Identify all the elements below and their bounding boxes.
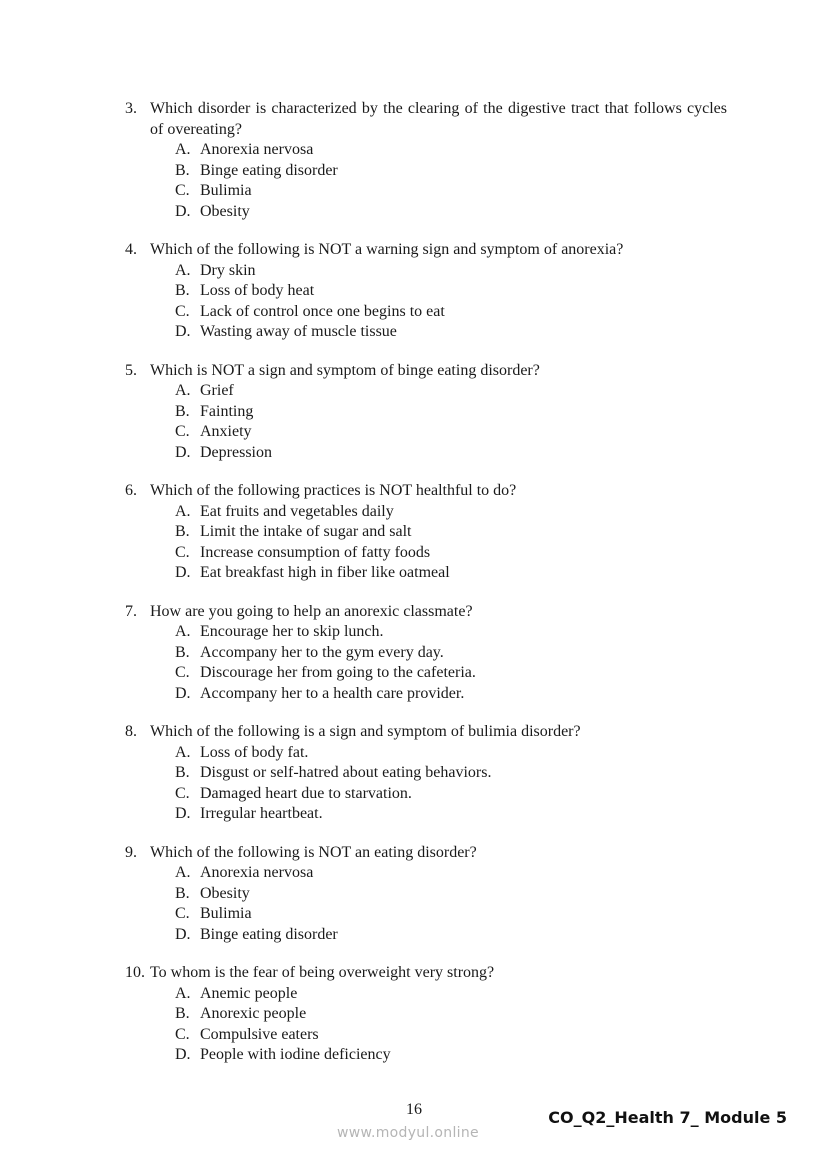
question-item xyxy=(125,361,727,464)
answer-option xyxy=(125,884,727,905)
question-number: 9. xyxy=(125,843,137,861)
option-letter: D. xyxy=(175,564,191,581)
option-text: Binge eating disorder xyxy=(200,925,338,943)
option-letter: D. xyxy=(175,805,191,822)
answer-option xyxy=(125,522,727,543)
page-number: 16 xyxy=(406,1101,422,1118)
option-letter: B. xyxy=(175,1005,190,1022)
option-letter: C. xyxy=(175,543,190,561)
option-letter: D. xyxy=(175,925,191,943)
question-number: 8. xyxy=(125,723,137,740)
option-letter: B. xyxy=(175,523,190,540)
website-watermark: www.modyul.online xyxy=(337,1125,479,1141)
answer-option xyxy=(125,422,727,443)
option-letter: D. xyxy=(175,684,191,702)
option-letter: C. xyxy=(175,182,190,199)
question-number: 6. xyxy=(125,482,137,499)
question-list xyxy=(125,99,727,1084)
option-text: Obesity xyxy=(200,202,250,220)
question-number: 5. xyxy=(125,361,137,379)
answer-option xyxy=(125,904,727,925)
answer-option xyxy=(125,502,727,523)
option-text: Limit the intake of sugar and salt xyxy=(200,523,412,540)
option-text: Anorexia nervosa xyxy=(200,864,314,881)
option-text: Bulimia xyxy=(200,905,252,922)
option-letter: B. xyxy=(175,282,190,299)
option-letter: A. xyxy=(175,261,191,279)
answer-option xyxy=(125,563,727,584)
option-letter: C. xyxy=(175,302,190,320)
option-text: People with iodine deficiency xyxy=(200,1046,391,1063)
option-text: Eat breakfast high in fiber like oatmeal xyxy=(200,564,450,581)
module-label: CO_Q2_Health 7_ Module 5 xyxy=(548,1108,787,1127)
option-letter: C. xyxy=(175,1025,190,1043)
option-text: Loss of body heat xyxy=(200,282,315,299)
answer-option xyxy=(125,743,727,764)
question-item xyxy=(125,602,727,705)
option-letter: B. xyxy=(175,884,190,902)
answer-option xyxy=(125,181,727,202)
answer-option xyxy=(125,925,727,946)
option-text: Accompany her to the gym every day. xyxy=(200,643,444,661)
question-text: Which disorder is characterized by the clearing of the digestive tract that follows cycles of overeating? xyxy=(150,100,727,138)
answer-option xyxy=(125,202,727,223)
answer-option xyxy=(125,543,727,564)
option-letter: A. xyxy=(175,743,191,761)
question-item xyxy=(125,843,727,946)
option-text: Encourage her to skip lunch. xyxy=(200,623,384,640)
option-text: Loss of body fat. xyxy=(200,743,309,761)
option-text: Anorexia nervosa xyxy=(200,141,314,158)
answer-option xyxy=(125,763,727,784)
question-text: Which of the following practices is NOT healthful to do? xyxy=(150,482,517,499)
answer-option xyxy=(125,261,727,282)
answer-option xyxy=(125,663,727,684)
question-text: Which of the following is NOT an eating disorder? xyxy=(150,843,477,861)
option-text: Disgust or self-hatred about eating behaviors. xyxy=(200,764,492,781)
option-text: Obesity xyxy=(200,884,250,902)
answer-option xyxy=(125,302,727,323)
option-letter: B. xyxy=(175,643,190,661)
option-text: Damaged heart due to starvation. xyxy=(200,784,412,802)
question-text: Which is NOT a sign and symptom of binge eating disorder? xyxy=(150,361,540,379)
option-text: Bulimia xyxy=(200,182,252,199)
answer-option xyxy=(125,622,727,643)
answer-option xyxy=(125,784,727,805)
option-letter: A. xyxy=(175,382,191,399)
answer-option xyxy=(125,322,727,343)
question-number: 4. xyxy=(125,241,137,258)
option-letter: D. xyxy=(175,443,191,461)
question-text: Which of the following is NOT a warning sign and symptom of anorexia? xyxy=(150,241,624,258)
option-letter: C. xyxy=(175,905,190,922)
option-text: Lack of control once one begins to eat xyxy=(200,302,445,320)
option-text: Binge eating disorder xyxy=(200,161,338,179)
option-letter: C. xyxy=(175,784,190,802)
option-letter: D. xyxy=(175,202,191,220)
option-text: Discourage her from going to the cafeteria. xyxy=(200,664,476,681)
option-letter: B. xyxy=(175,764,190,781)
answer-option xyxy=(125,1045,727,1066)
option-text: Anxiety xyxy=(200,423,252,440)
option-letter: B. xyxy=(175,161,190,179)
option-text: Accompany her to a health care provider. xyxy=(200,684,465,702)
option-text: Irregular heartbeat. xyxy=(200,805,323,822)
question-item xyxy=(125,722,727,825)
answer-option xyxy=(125,863,727,884)
option-text: Increase consumption of fatty foods xyxy=(200,543,431,561)
question-number: 7. xyxy=(125,602,137,620)
answer-option xyxy=(125,443,727,464)
option-letter: A. xyxy=(175,623,191,640)
answer-option xyxy=(125,684,727,705)
answer-option xyxy=(125,643,727,664)
option-letter: C. xyxy=(175,423,190,440)
question-item xyxy=(125,481,727,584)
answer-option xyxy=(125,381,727,402)
option-letter: D. xyxy=(175,1046,191,1063)
question-item xyxy=(125,963,727,1066)
option-text: Anorexic people xyxy=(200,1005,307,1022)
answer-option xyxy=(125,402,727,423)
option-letter: A. xyxy=(175,864,191,881)
option-letter: A. xyxy=(175,141,191,158)
option-letter: A. xyxy=(175,502,191,520)
option-text: Eat fruits and vegetables daily xyxy=(200,502,394,520)
option-text: Compulsive eaters xyxy=(200,1025,319,1043)
question-item xyxy=(125,99,727,222)
question-text: Which of the following is a sign and symptom of bulimia disorder? xyxy=(150,723,581,740)
option-letter: B. xyxy=(175,402,190,420)
option-text: Wasting away of muscle tissue xyxy=(200,323,397,340)
question-text: How are you going to help an anorexic classmate? xyxy=(150,602,473,620)
option-letter: C. xyxy=(175,664,190,681)
question-item xyxy=(125,240,727,343)
answer-option xyxy=(125,984,727,1005)
answer-option xyxy=(125,1025,727,1046)
question-number: 10. xyxy=(125,964,145,981)
answer-option xyxy=(125,1004,727,1025)
option-text: Anemic people xyxy=(200,984,298,1002)
option-letter: A. xyxy=(175,984,191,1002)
answer-option xyxy=(125,140,727,161)
option-text: Grief xyxy=(200,382,234,399)
option-text: Dry skin xyxy=(200,261,256,279)
question-number: 3. xyxy=(125,100,137,117)
option-text: Fainting xyxy=(200,402,254,420)
question-text: To whom is the fear of being overweight very strong? xyxy=(150,964,495,981)
option-letter: D. xyxy=(175,323,191,340)
option-text: Depression xyxy=(200,443,272,461)
answer-option xyxy=(125,281,727,302)
answer-option xyxy=(125,161,727,182)
answer-option xyxy=(125,804,727,825)
